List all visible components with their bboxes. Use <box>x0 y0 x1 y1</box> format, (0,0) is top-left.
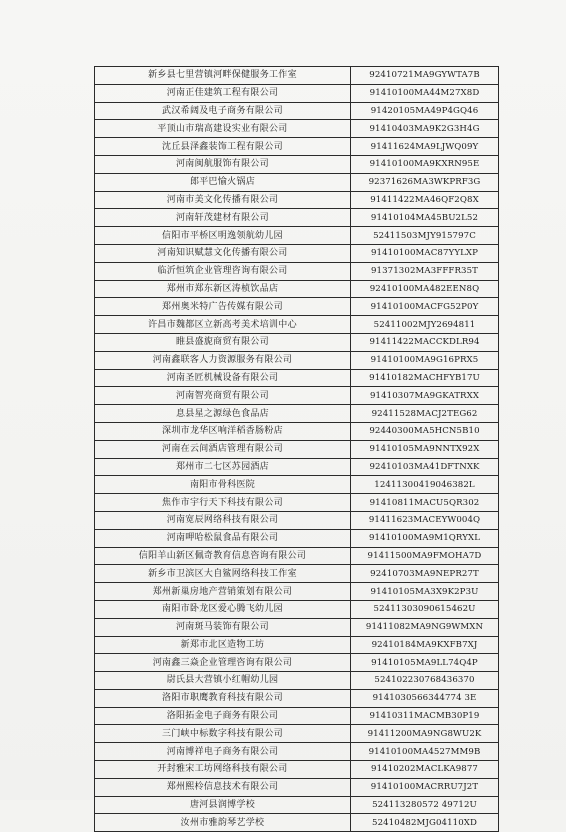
table-row <box>95 227 499 245</box>
credit-code-cell: 91410105MA9NNTX92X <box>351 440 499 458</box>
table-row <box>95 102 499 120</box>
credit-code-cell: 91410104MA45BU2L52 <box>351 209 499 227</box>
table-row <box>95 672 499 690</box>
org-name-cell: 河南轩茂建材有限公司 <box>95 209 351 227</box>
table-row <box>95 155 499 173</box>
table-row <box>95 494 499 512</box>
credit-code-cell: 524113280572 49712U <box>351 796 499 814</box>
credit-code-cell: 91411422MA46QF2Q8X <box>351 191 499 209</box>
org-name-cell: 郑州奥米特广告传媒有限公司 <box>95 298 351 316</box>
org-name-cell: 郑州新巢房地产营销策划有限公司 <box>95 583 351 601</box>
org-name-cell: 河南鑫三焱企业管理咨询有限公司 <box>95 654 351 672</box>
credit-code-cell: 524102230768436370 <box>351 672 499 690</box>
credit-code-cell: 91371302MA3FFFR35T <box>351 262 499 280</box>
table-row <box>95 618 499 636</box>
org-name-cell: 河南在云间酒店管理有限公司 <box>95 440 351 458</box>
table-row <box>95 743 499 761</box>
credit-code-cell: 91411200MA9NG8WU2K <box>351 725 499 743</box>
credit-code-cell: 91410105MA3X9K2P3U <box>351 583 499 601</box>
org-name-cell: 武汉希阔及电子商务有限公司 <box>95 102 351 120</box>
org-name-cell: 新郑市北区造物工坊 <box>95 636 351 654</box>
org-name-cell: 睢县盛旎商贸有限公司 <box>95 333 351 351</box>
credit-code-cell: 91411500MA9FMOHA7D <box>351 547 499 565</box>
table-row <box>95 458 499 476</box>
table-row <box>95 814 499 832</box>
org-name-cell: 郑州熙柃信息技术有限公司 <box>95 778 351 796</box>
credit-code-cell: 91410100MA44M27X8D <box>351 84 499 102</box>
org-name-cell: 郎平巴愉火锅店 <box>95 173 351 191</box>
org-name-cell: 南阳市骨科医院 <box>95 476 351 494</box>
credit-code-cell: 52411002MJY2694811 <box>351 316 499 334</box>
credit-code-cell: 91410100MA9G16PRX5 <box>351 351 499 369</box>
table-row <box>95 120 499 138</box>
table-row <box>95 565 499 583</box>
table-row <box>95 529 499 547</box>
table-row <box>95 725 499 743</box>
org-name-cell: 焦作市宇行天下科技有限公司 <box>95 494 351 512</box>
table-row <box>95 689 499 707</box>
table-row <box>95 761 499 779</box>
table-row <box>95 654 499 672</box>
credit-code-cell: 91410100MA9KXRN95E <box>351 155 499 173</box>
credit-code-cell: 92410103MA41DFTNXK <box>351 458 499 476</box>
table-row <box>95 583 499 601</box>
org-name-cell: 平顶山市瑞高建设实业有限公司 <box>95 120 351 138</box>
table-row <box>95 67 499 85</box>
table-row <box>95 191 499 209</box>
table-row <box>95 422 499 440</box>
org-name-cell: 南阳市卧龙区爱心腾飞幼儿园 <box>95 600 351 618</box>
org-name-cell: 临沂恒筑企业管理咨询有限公司 <box>95 262 351 280</box>
org-name-cell: 河南博祥电子商务有限公司 <box>95 743 351 761</box>
org-name-cell: 洛阳拓金电子商务有限公司 <box>95 707 351 725</box>
org-name-cell: 河南知识赋慧文化传播有限公司 <box>95 244 351 262</box>
table-row <box>95 298 499 316</box>
credit-code-cell: 91411422MACCKDLR94 <box>351 333 499 351</box>
credit-code-cell: 91411623MACEYW004Q <box>351 511 499 529</box>
table-row <box>95 351 499 369</box>
org-name-cell: 开封雅宋工坊网络科技有限公司 <box>95 761 351 779</box>
org-name-cell: 息县星之源绿色食品店 <box>95 405 351 423</box>
table-row <box>95 547 499 565</box>
org-name-cell: 信阳市平桥区明逸领航幼儿园 <box>95 227 351 245</box>
credit-code-cell: 9141030566344774 3E <box>351 689 499 707</box>
org-name-cell: 信阳羊山新区佩奇教育信息咨询有限公司 <box>95 547 351 565</box>
credit-code-cell: 91411082MA9NG9WMXN <box>351 618 499 636</box>
credit-code-cell: 92410703MA9NEPR27T <box>351 565 499 583</box>
table-row <box>95 707 499 725</box>
org-name-cell: 沈丘县泽鑫装饰工程有限公司 <box>95 138 351 156</box>
credit-code-cell: 92371626MA3WKPRF3G <box>351 173 499 191</box>
table-body <box>95 67 499 832</box>
table-row <box>95 636 499 654</box>
table-row <box>95 244 499 262</box>
credit-code-cell: 91420105MA49P4GQ46 <box>351 102 499 120</box>
credit-code-cell: 92410184MA9KXFB7XJ <box>351 636 499 654</box>
credit-code-cell: 91410311MACMB30P19 <box>351 707 499 725</box>
org-name-cell: 河南市美文化传播有限公司 <box>95 191 351 209</box>
table-row <box>95 369 499 387</box>
org-name-cell: 深圳市龙华区响洋稻香肠粉店 <box>95 422 351 440</box>
credit-code-cell: 91410105MA9LL74Q4P <box>351 654 499 672</box>
credit-code-cell: 91411624MA9LJWQ09Y <box>351 138 499 156</box>
org-name-cell: 河南宽辰网络科技有限公司 <box>95 511 351 529</box>
table-row <box>95 333 499 351</box>
credit-code-cell: 92410100MA482EEN8Q <box>351 280 499 298</box>
org-name-cell: 河南斑马装饰有限公司 <box>95 618 351 636</box>
credit-code-cell: 91410100MA4527MM9B <box>351 743 499 761</box>
table-row <box>95 209 499 227</box>
credit-code-cell: 91410307MA9GKATRXX <box>351 387 499 405</box>
table-row <box>95 138 499 156</box>
table-row <box>95 387 499 405</box>
credit-code-cell: 52411303090615462U <box>351 600 499 618</box>
org-name-cell: 新乡县七里营镇河畔保健服务工作室 <box>95 67 351 85</box>
credit-code-cell: 91410100MA9M1QRYXL <box>351 529 499 547</box>
org-name-cell: 河南圣匠机械设备有限公司 <box>95 369 351 387</box>
table-row <box>95 316 499 334</box>
credit-code-cell: 91410100MAC87YYLXP <box>351 244 499 262</box>
credit-code-cell: 91410100MACFG52P0Y <box>351 298 499 316</box>
credit-code-cell: 92440300MA5HCN5B10 <box>351 422 499 440</box>
org-name-cell: 唐河县润博学校 <box>95 796 351 814</box>
org-name-cell: 河南智亮商贸有限公司 <box>95 387 351 405</box>
org-name-cell: 新乡市卫滨区大自鲨网络科技工作室 <box>95 565 351 583</box>
table-row <box>95 511 499 529</box>
org-name-cell: 三门峡中标数字科技有限公司 <box>95 725 351 743</box>
registration-table <box>94 66 499 832</box>
table-row <box>95 796 499 814</box>
table-row <box>95 405 499 423</box>
credit-code-cell: 52410482MJG04110XD <box>351 814 499 832</box>
org-name-cell: 许昌市魏都区立新高考美术培训中心 <box>95 316 351 334</box>
credit-code-cell: 92411528MACJ2TEG62 <box>351 405 499 423</box>
credit-code-cell: 91410100MACRRU7J2T <box>351 778 499 796</box>
org-name-cell: 河南鑫联客人力资源服务有限公司 <box>95 351 351 369</box>
credit-code-cell: 91410403MA9K2G3H4G <box>351 120 499 138</box>
table-row <box>95 173 499 191</box>
table-row <box>95 476 499 494</box>
table-row <box>95 84 499 102</box>
credit-code-cell: 91410811MACU5QR302 <box>351 494 499 512</box>
table-row <box>95 280 499 298</box>
org-name-cell: 尉氏县大营镇小红帽幼儿园 <box>95 672 351 690</box>
org-name-cell: 郑州市郑东新区涛桢饮品店 <box>95 280 351 298</box>
table-row <box>95 778 499 796</box>
credit-code-cell: 12411300419046382L <box>351 476 499 494</box>
org-name-cell: 河南正佳建筑工程有限公司 <box>95 84 351 102</box>
org-name-cell: 汝州市雅韵琴艺学校 <box>95 814 351 832</box>
credit-code-cell: 91410202MACLKA9877 <box>351 761 499 779</box>
table-row <box>95 440 499 458</box>
credit-code-cell: 92410721MA9GYWTA7B <box>351 67 499 85</box>
org-name-cell: 河南呷哈松鼠食品有限公司 <box>95 529 351 547</box>
org-name-cell: 郑州市二七区苏园酒店 <box>95 458 351 476</box>
table-row <box>95 600 499 618</box>
credit-code-cell: 52411503MJY915797C <box>351 227 499 245</box>
table-row <box>95 262 499 280</box>
org-name-cell: 河南闽航服饰有限公司 <box>95 155 351 173</box>
org-name-cell: 洛阳市职鹰教育科技有限公司 <box>95 689 351 707</box>
credit-code-cell: 91410182MACHFYB17U <box>351 369 499 387</box>
